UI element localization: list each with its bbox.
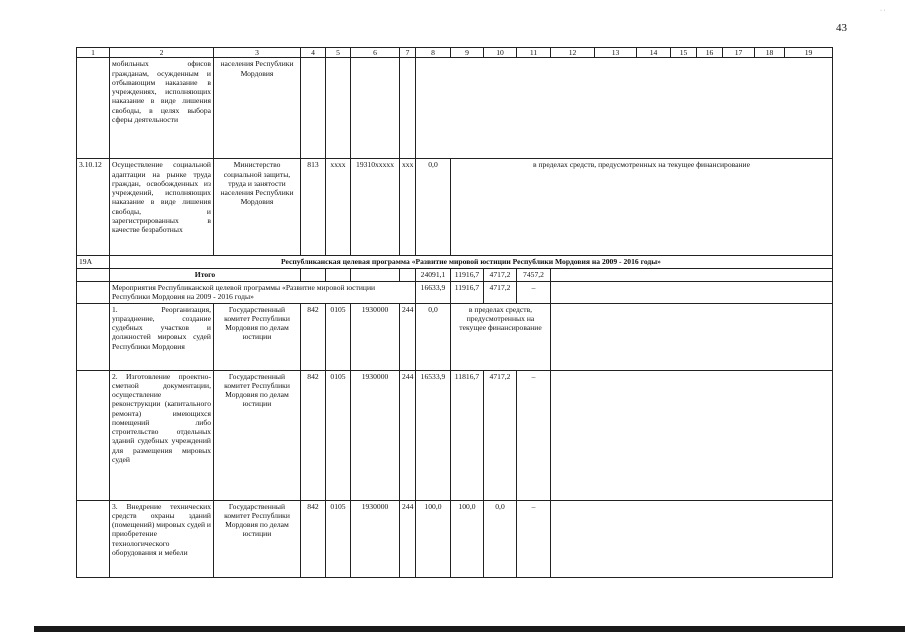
header-cell: 14 bbox=[637, 48, 671, 58]
amount-2011: – bbox=[517, 281, 551, 303]
amount-total: 16633,9 bbox=[416, 281, 451, 303]
header-cell: 1 bbox=[77, 48, 110, 58]
code-ministry: 813 bbox=[301, 159, 326, 256]
code-ministry: 842 bbox=[301, 370, 326, 500]
header-cell: 7 bbox=[400, 48, 416, 58]
executor: населения Республики Мордовия bbox=[214, 58, 301, 159]
funding-note: в пределах средств, предусмотренных на текущее финансирование bbox=[451, 303, 551, 370]
amount-total: 100,0 bbox=[416, 500, 451, 577]
code-ministry: 842 bbox=[301, 500, 326, 577]
amount-total: 16533,9 bbox=[416, 370, 451, 500]
amount-2011: – bbox=[517, 370, 551, 500]
code-type: 244 bbox=[400, 303, 416, 370]
header-row bbox=[77, 48, 833, 58]
amount-2010: 0,0 bbox=[484, 500, 517, 577]
amount-2010: 4717,2 bbox=[484, 281, 517, 303]
code-target: 19310ххххх bbox=[351, 159, 400, 256]
table-row bbox=[77, 159, 833, 256]
table-row bbox=[77, 256, 833, 269]
total-label: Итого bbox=[110, 269, 301, 281]
header-cell: 10 bbox=[484, 48, 517, 58]
code-target: 1930000 bbox=[351, 303, 400, 370]
header-cell: 18 bbox=[755, 48, 785, 58]
header-cell: 2 bbox=[110, 48, 214, 58]
code-section: 0105 bbox=[326, 500, 351, 577]
amount-2011: – bbox=[517, 500, 551, 577]
table-row bbox=[77, 303, 833, 370]
code-section: хххх bbox=[326, 159, 351, 256]
page-number: 43 bbox=[836, 22, 847, 34]
header-cell: 11 bbox=[517, 48, 551, 58]
code-type: 244 bbox=[400, 370, 416, 500]
header-cell: 6 bbox=[351, 48, 400, 58]
executor: Министерство социальной защиты, труда и занятости населения Республики Мордовия bbox=[214, 159, 301, 256]
measure-description: 2. Изготовление проектно-сметной документации, осуществление реконструкции (капитального ремонта) имеющихся помещений либо строительство отдельных зданий судебных учреждений для размещения мировых судей bbox=[110, 370, 214, 500]
funding-note: в пределах средств, предусмотренных на текущее финансирование bbox=[451, 159, 833, 256]
header-cell: 16 bbox=[697, 48, 723, 58]
header-cell: 3 bbox=[214, 48, 301, 58]
header-cell: 13 bbox=[595, 48, 637, 58]
code-section: 0105 bbox=[326, 370, 351, 500]
header-cell: 9 bbox=[451, 48, 484, 58]
header-cell: 4 bbox=[301, 48, 326, 58]
header-cell: 17 bbox=[723, 48, 755, 58]
edge-marks: · · bbox=[880, 8, 886, 14]
amount-2011: 7457,2 bbox=[517, 269, 551, 281]
code-type: ххх bbox=[400, 159, 416, 256]
row-number: 3.10.12 bbox=[77, 159, 110, 256]
program-table bbox=[76, 47, 833, 578]
header-cell: 15 bbox=[671, 48, 697, 58]
amount-2010: 4717,2 bbox=[484, 269, 517, 281]
executor: Государственный комитет Республики Мордовия по делам юстиции bbox=[214, 303, 301, 370]
code-type: 244 bbox=[400, 500, 416, 577]
code-ministry: 842 bbox=[301, 303, 326, 370]
table-row bbox=[77, 500, 833, 577]
amount-2009: 100,0 bbox=[451, 500, 484, 577]
amount-2009: 11816,7 bbox=[451, 370, 484, 500]
amount-total: 0,0 bbox=[416, 159, 451, 256]
table-row bbox=[77, 370, 833, 500]
header-cell: 5 bbox=[326, 48, 351, 58]
amount-2009: 11916,7 bbox=[451, 269, 484, 281]
measure-description: Осуществление социальной адаптации на рынке труда граждан, освобожденных из учреждений, исполняющих наказание в виде лишения свободы, и зарегистрированных в качестве безработных bbox=[110, 159, 214, 256]
row-number: 19А bbox=[77, 256, 110, 269]
code-target: 1930000 bbox=[351, 500, 400, 577]
table-row bbox=[77, 281, 833, 303]
amount-total: 0,0 bbox=[416, 303, 451, 370]
header-cell: 8 bbox=[416, 48, 451, 58]
events-label: Мероприятия Республиканской целевой программы «Развитие мировой юстиции Республики Мордовия на 2009 - 2016 годы» bbox=[110, 281, 416, 303]
table-row bbox=[77, 269, 833, 281]
amount-2009: 11916,7 bbox=[451, 281, 484, 303]
code-section: 0105 bbox=[326, 303, 351, 370]
measure-description: 3. Внедрение технических средств охраны зданий (помещений) мировых судей и приобретение технологического оборудования и мебели bbox=[110, 500, 214, 577]
executor: Государственный комитет Республики Мордовия по делам юстиции bbox=[214, 500, 301, 577]
measure-description: мобильных офисов гражданам, осужденным и отбывающим наказание в учреждениях, исполняющих наказание в виде лишения свободы, в целях выбора сферы деятельности bbox=[110, 58, 214, 159]
executor: Государственный комитет Республики Мордовия по делам юстиции bbox=[214, 370, 301, 500]
amount-total: 24091,1 bbox=[416, 269, 451, 281]
amount-2010: 4717,2 bbox=[484, 370, 517, 500]
measure-description: 1. Реорганизация, упразднение, создание судебных участков и должностей мировых судей Республики Мордовия bbox=[110, 303, 214, 370]
table-row bbox=[77, 58, 833, 159]
header-cell: 19 bbox=[785, 48, 833, 58]
program-title: Республиканская целевая программа «Развитие мировой юстиции Республики Мордовия на 2009 - 2016 годы» bbox=[110, 256, 833, 269]
code-target: 1930000 bbox=[351, 370, 400, 500]
header-cell: 12 bbox=[551, 48, 595, 58]
scan-edge-bar bbox=[34, 626, 905, 632]
